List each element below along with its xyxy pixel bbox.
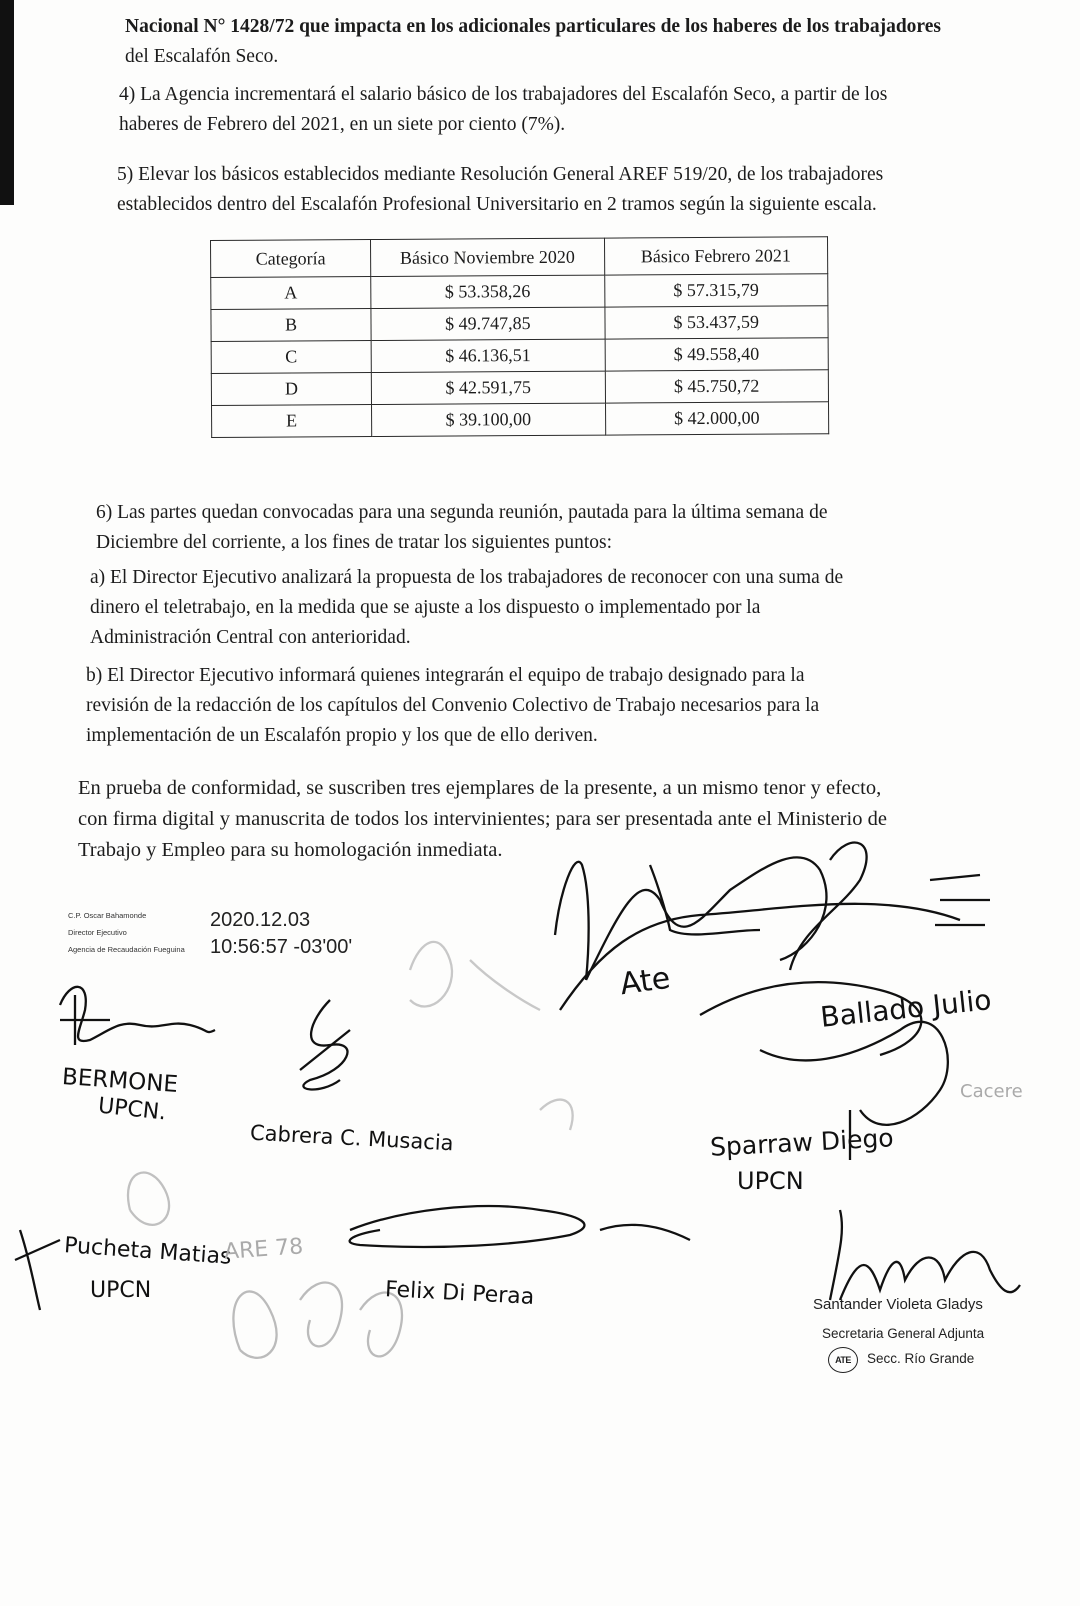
clause-6a-line-3: Administración Central con anterioridad. <box>90 627 411 648</box>
clause-3 <box>125 0 945 72</box>
cell-category: B <box>211 309 371 342</box>
clause-6-line-1: 6) Las partes quedan convocadas para una segunda reunión, pautada para la última semana de <box>96 502 828 523</box>
digital-signature-role: Director Ejecutivo <box>68 928 127 937</box>
cell-category: A <box>211 277 371 310</box>
clause-5-line-2: establecidos dentro del Escalafón Profesional Universitario en 2 tramos según la siguiente escala. <box>117 194 877 215</box>
clause-6b-line-1: b) El Director Ejecutivo informará quienes integrarán el equipo de trabajo designado para la <box>86 665 805 686</box>
closing-line-2: con firma digital y manuscrita de todos los intervinientes; para ser presentada ante el Ministerio de <box>78 808 887 830</box>
clause-6-line-2: Diciembre del corriente, a los fines de tratar los siguientes puntos: <box>96 532 613 553</box>
clause-3-line-2: del Escalafón Seco. <box>125 46 279 67</box>
header-basico-noviembre: Básico Noviembre 2020 <box>371 238 605 276</box>
digital-signature-caption <box>68 907 185 958</box>
handwritten-name-pucheta: Pucheta Matias <box>63 1233 233 1270</box>
header-categoria: Categoría <box>211 240 371 278</box>
clause-6 <box>96 498 948 558</box>
cell-feb-2021: $ 45.750,72 <box>605 370 829 403</box>
digital-signature-time: 10:56:57 -03'00' <box>210 936 353 958</box>
clause-6a-line-1: a) El Director Ejecutivo analizará la propuesta de los trabajadores de reconocer con una suma de <box>90 567 844 588</box>
clause-6b-line-3: implementación de un Escalafón propio y los que de ello deriven. <box>86 725 598 746</box>
handwritten-name-felix: Felix Di Peraa <box>384 1277 535 1310</box>
table-row <box>211 274 828 310</box>
closing-line-3: Trabajo y Empleo para su homologación inmediata. <box>78 839 503 861</box>
header-basico-febrero: Básico Febrero 2021 <box>604 237 828 275</box>
clause-5-line-1: 5) Elevar los básicos establecidos mediante Resolución General AREF 519/20, de los trabajadores <box>117 164 884 185</box>
digital-signature-date: 2020.12.03 <box>210 909 311 931</box>
clause-6b <box>86 661 948 751</box>
cell-category: E <box>212 405 372 438</box>
cell-nov-2020: $ 39.100,00 <box>372 403 606 436</box>
handwritten-are78: ARE 78 <box>223 1234 305 1265</box>
cell-category: D <box>211 373 371 406</box>
clause-4 <box>119 80 947 140</box>
cell-nov-2020: $ 42.591,75 <box>371 371 605 404</box>
clause-3-cut-line <box>125 0 945 12</box>
cell-nov-2020: $ 46.136,51 <box>371 339 605 372</box>
clause-4-line-2: haberes de Febrero del 2021, en un siete por ciento (7%). <box>119 114 566 135</box>
handwritten-upcn-2: UPCN <box>737 1167 804 1195</box>
cell-feb-2021: $ 42.000,00 <box>605 402 829 435</box>
cell-feb-2021: $ 49.558,40 <box>605 338 829 371</box>
cell-nov-2020: $ 53.358,26 <box>371 275 605 308</box>
handwritten-ate: Ate <box>617 960 673 1003</box>
table-row <box>211 338 828 374</box>
cell-category: C <box>211 341 371 374</box>
cell-nov-2020: $ 49.747,85 <box>371 307 605 340</box>
digital-signature-name: C.P. Oscar Bahamonde <box>68 911 147 920</box>
table-row <box>212 402 829 438</box>
handwritten-upcn-3: UPCN <box>90 1278 152 1303</box>
ate-logo-icon: ATE <box>828 1347 858 1373</box>
clause-5 <box>117 160 947 220</box>
signature-block-section: Secc. Río Grande <box>867 1351 975 1366</box>
table-header-row <box>211 237 828 278</box>
clause-4-line-1: 4) La Agencia incrementará el salario básico de los trabajadores del Escalafón Seco, a partir de los <box>119 84 888 105</box>
signature-block-name: Santander Violeta Gladys <box>813 1296 983 1313</box>
digital-signature-timestamp <box>210 907 352 961</box>
handwritten-name-bermone: BERMONE <box>61 1063 179 1099</box>
handwritten-name-cabrera: Cabrera C. Musacia <box>249 1120 455 1156</box>
closing-line-1: En prueba de conformidad, se suscriben tres ejemplares de la presente, a un mismo tenor y efecto, <box>78 777 882 799</box>
salary-scale-table <box>210 236 829 438</box>
handwritten-name-ballado: Ballado Julio <box>818 983 993 1034</box>
table-row <box>211 306 828 342</box>
scan-edge-shadow <box>0 0 14 205</box>
cell-feb-2021: $ 53.437,59 <box>604 306 828 339</box>
clause-3-line-1: Nacional N° 1428/72 que impacta en los adicionales particulares de los haberes de los trabajadores <box>125 16 941 37</box>
clause-6a <box>90 563 948 653</box>
cell-feb-2021: $ 57.315,79 <box>604 274 828 307</box>
signature-block-role: Secretaria General Adjunta <box>822 1326 985 1341</box>
handwritten-name-sparraw: Sparraw Diego <box>709 1123 895 1162</box>
handwritten-upcn-1: UPCN. <box>96 1093 168 1126</box>
handwritten-name-cacere: Cacere <box>960 1081 1023 1102</box>
clause-6a-line-2: dinero el teletrabajo, en la medida que se ajuste a los dispuesto o implementado por la <box>90 597 761 618</box>
digital-signature-org: Agencia de Recaudación Fueguina <box>68 945 185 954</box>
table-row <box>211 370 828 406</box>
clause-6b-line-2: revisión de la redacción de los capítulos del Convenio Colectivo de Trabajo necesarios para la <box>86 695 820 716</box>
